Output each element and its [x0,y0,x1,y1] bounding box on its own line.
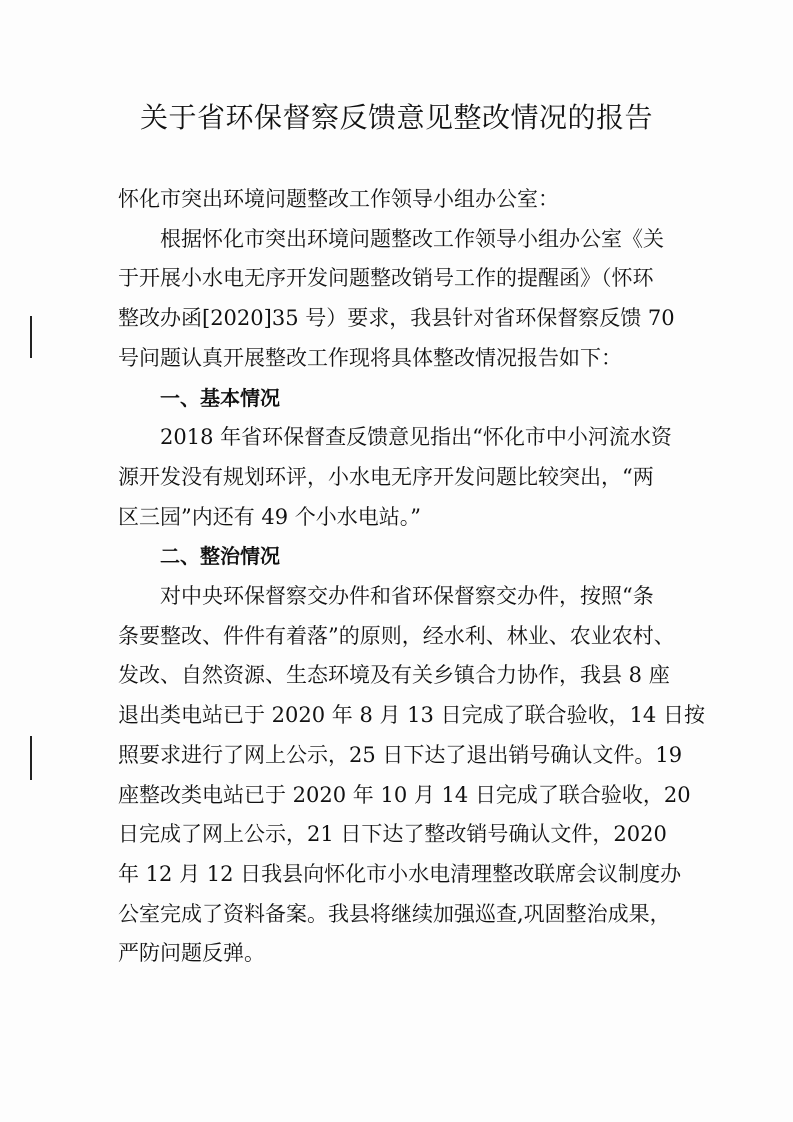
section1-heading-row [118,379,678,419]
section2-line-2: 条要整改、件件有着落”的原则，经水利、林业、农业农村、 [118,623,675,648]
section1-paragraph [118,418,678,537]
intro-line-2: 于开展小水电无序开发问题整改销号工作的提醒函》（怀环 [118,266,654,291]
intro-line-4: 号问题认真开展整改工作现将具体整改情况报告如下： [118,345,622,370]
section1-line-1: 2018 年省环保督查反馈意见指出“怀化市中小河流水资 [160,425,672,450]
document-title: 关于省环保督察反馈意见整改情况的报告 [139,101,653,134]
intro-paragraph [118,220,678,379]
intro-line-1: 根据怀化市突出环境问题整改工作领导小组办公室《关 [160,226,664,251]
section1-heading: 一、基本情况 [160,385,280,410]
section2-heading: 二、整治情况 [160,544,280,569]
section2-heading-row [118,537,678,577]
binding-mark-bottom [30,736,32,780]
section2-line-9: 公室完成了资料备案。我县将继续加强巡查,巩固整治成果， [118,901,671,926]
binding-mark-top [30,316,32,358]
section2-line-4: 退出类电站已于 2020 年 8 月 13 日完成了联合验收，14 日按 [118,703,705,728]
section2-paragraph [118,577,705,974]
section2-line-5: 照要求进行了网上公示，25 日下达了退出销号确认文件。19 [118,742,683,767]
document-body [118,180,705,974]
intro-line-3: 整改办函[2020]35 号）要求，我县针对省环保督察反馈 70 [118,306,675,331]
salutation-paragraph [118,180,678,220]
section2-line-6: 座整改类电站已于 2020 年 10 月 14 日完成了联合验收，20 [118,782,691,807]
section2-line-1: 对中央环保督察交办件和省环保督察交办件，按照“条 [160,584,654,609]
section1-line-3: 区三园”内还有 49 个小水电站。” [118,504,422,529]
section1-line-2: 源开发没有规划环评，小水电无序开发问题比较突出，“两 [118,464,654,489]
section2-line-8: 年 12 月 12 日我县向怀化市小水电清理整改联席会议制度办 [118,861,682,886]
salutation: 怀化市突出环境问题整改工作领导小组办公室： [118,187,559,211]
section2-line-10: 严防问题反弹。 [118,941,265,966]
section2-line-7: 日完成了网上公示，21 日下达了整改销号确认文件，2020 [118,822,667,847]
section2-line-3: 发改、自然资源、生态环境及有关乡镇合力协作，我县 8 座 [118,663,670,688]
